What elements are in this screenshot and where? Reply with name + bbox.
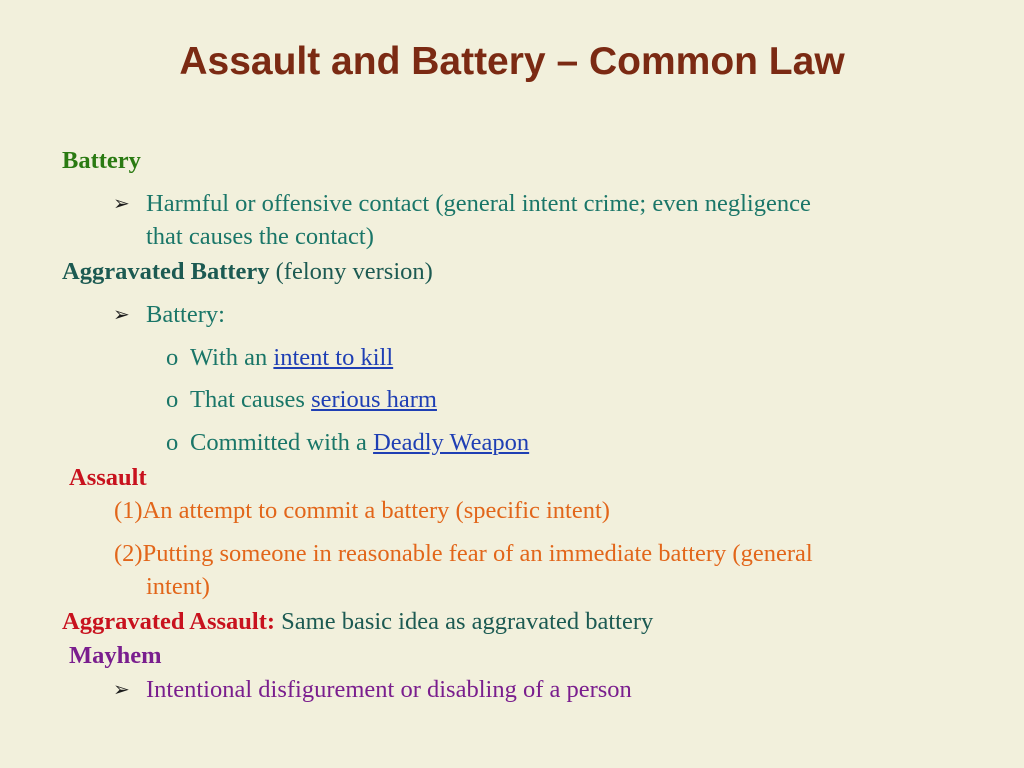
battery-point-line2: that causes the contact) [146, 223, 374, 250]
battery-point-text: Harmful or offensive contact (general intent crime; even negligence [146, 190, 811, 217]
mayhem-point [113, 673, 632, 706]
aggravated-assault-heading: Aggravated Assault: [62, 608, 276, 635]
aggravated-battery-sub-label: Battery: [146, 301, 225, 328]
aggravated-battery-line [62, 255, 433, 288]
deadly-weapon-link[interactable]: Deadly Weapon [373, 429, 530, 456]
aggravated-battery-heading: Aggravated Battery [62, 258, 270, 285]
mayhem-heading: Mayhem [69, 642, 162, 669]
serious-harm-link[interactable]: serious harm [311, 386, 437, 413]
intent-to-kill-link[interactable]: intent to kill [273, 344, 394, 371]
aggravated-assault-text: Same basic idea as aggravated battery [275, 608, 654, 635]
item-prefix: With an [190, 344, 274, 371]
battery-heading: Battery [62, 147, 141, 174]
arrow-bullet-icon: ➢ [113, 191, 130, 215]
circle-bullet-icon: o [166, 386, 179, 413]
page-title: Assault and Battery – Common Law [179, 40, 845, 83]
item-prefix: That causes [190, 386, 312, 413]
assault-item-2-line2: intent) [146, 573, 210, 600]
assault-item-2-line1: (2)Putting someone in reasonable fear of an immediate battery (general [114, 540, 813, 567]
aggravated-battery-suffix: (felony version) [269, 258, 433, 285]
aggravated-assault-line [62, 605, 653, 638]
aggravated-battery-item [166, 426, 530, 459]
mayhem-point-text: Intentional disfigurement or disabling of a person [146, 676, 632, 703]
battery-point-line1 [113, 187, 811, 220]
aggravated-battery-sub [113, 298, 225, 331]
arrow-bullet-icon: ➢ [113, 677, 130, 701]
circle-bullet-icon: o [166, 344, 179, 371]
arrow-bullet-icon: ➢ [113, 302, 130, 326]
aggravated-battery-item [166, 341, 394, 374]
item-prefix: Committed with a [190, 429, 374, 456]
aggravated-battery-item [166, 383, 437, 416]
circle-bullet-icon: o [166, 429, 179, 456]
assault-heading: Assault [69, 464, 147, 491]
assault-item-1: (1)An attempt to commit a battery (specific intent) [114, 497, 610, 524]
